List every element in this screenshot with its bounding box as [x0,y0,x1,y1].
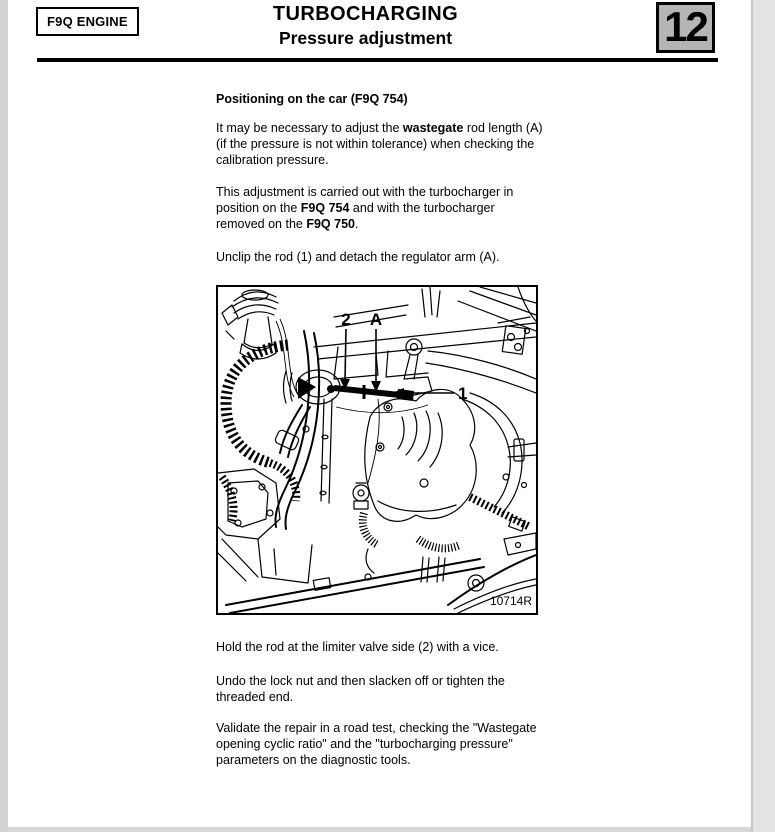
section-number-badge: 12 [656,2,715,53]
page-title-main: TURBOCHARGING [272,3,459,25]
engine-model-badge: F9Q ENGINE [36,7,139,36]
viewer-margin-right [751,0,775,832]
figure-reference-number: 10714R [489,594,532,608]
viewer-margin-bottom [8,827,751,832]
figure-callout-a [370,310,382,392]
body-paragraph: Validate the repair in a road test, checking the "Wastegate opening cyclic ratio" and the "turbocharging pressure" parameters on the diagnostic tools. [216,721,537,767]
header-divider [37,58,718,62]
manual-page [8,0,751,827]
figure-label-2: 2 [341,310,351,329]
bracket-strip [320,399,332,503]
figure-label-1: 1 [458,384,468,403]
body-paragraph: Undo the lock nut and then slacken off or tighten the threaded end. [216,674,505,704]
page-title [8,2,723,49]
section-heading: Positioning on the car (F9Q 754) [216,92,408,106]
engine-cover-edges [314,287,536,379]
body-paragraph: It may be necessary to adjust the wastegate rod length (A) (if the pressure is not within tolerance) when checking the calibration pressure. [216,121,543,167]
gearbox-housing [218,426,312,583]
engine-figure [216,285,538,615]
engine-illustration [218,287,536,613]
subframe-beam [226,559,484,613]
figure-label-a: A [369,310,383,329]
wiring [276,319,428,483]
body-paragraph: This adjustment is carried out with the turbocharger in position on the F9Q 754 and with the turbocharger removed on the F9Q 750. [216,185,514,231]
body-paragraph: Unclip the rod (1) and detach the regulator arm (A). [216,250,500,264]
body-paragraph: Hold the rod at the limiter valve side (2) with a vice. [216,640,499,654]
viewer-margin-left [0,0,8,832]
manifold-heat-shield [365,389,476,521]
oil-feed-fitting [353,483,378,573]
page-title-sub: Pressure adjustment [278,28,453,48]
